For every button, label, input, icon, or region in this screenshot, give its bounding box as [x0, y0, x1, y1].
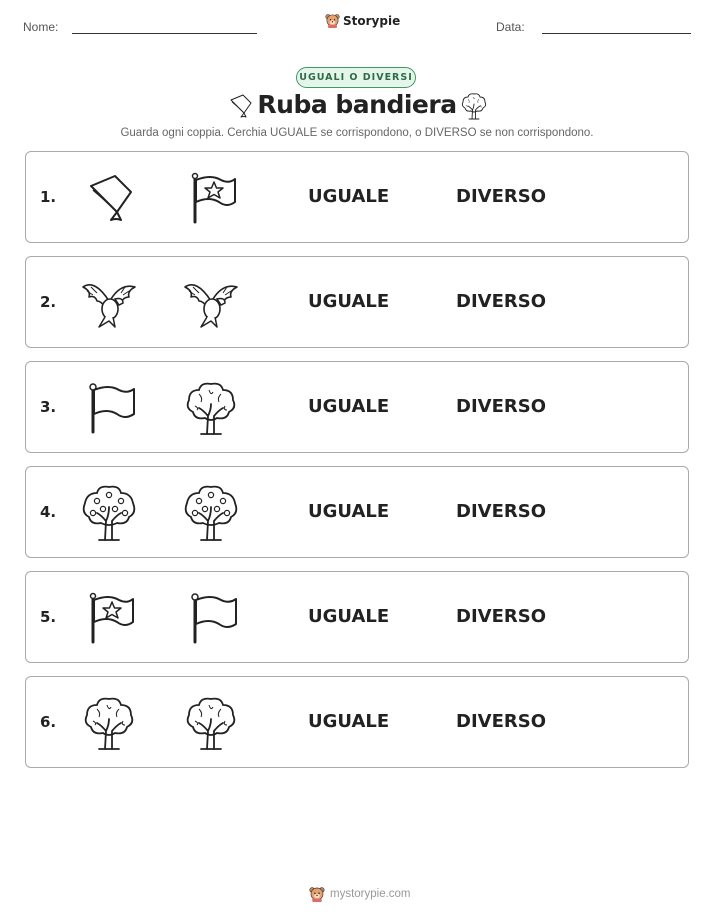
- tree-icon: [460, 92, 488, 120]
- tree-icon: [183, 695, 239, 751]
- question-row-6: [25, 676, 689, 768]
- name-line[interactable]: [72, 33, 257, 34]
- tree-icon: [183, 380, 239, 436]
- footer-url[interactable]: mystorypie.com: [330, 888, 411, 900]
- bear-icon: [309, 886, 325, 902]
- page-title: Ruba bandiera: [257, 90, 457, 119]
- tree-icon: [81, 695, 137, 751]
- name-label: Nome:: [23, 20, 59, 34]
- same-option[interactable]: UGUALE: [308, 186, 390, 207]
- date-label: Data:: [496, 20, 525, 34]
- question-number: 4.: [40, 503, 57, 521]
- date-line[interactable]: [542, 33, 691, 34]
- bandana-icon: [81, 170, 137, 226]
- same-option[interactable]: UGUALE: [308, 396, 390, 417]
- footer: [309, 886, 411, 902]
- different-option[interactable]: DIVERSO: [456, 711, 546, 732]
- same-option[interactable]: UGUALE: [308, 606, 390, 627]
- same-option[interactable]: UGUALE: [308, 501, 390, 522]
- flag-icon: [81, 380, 137, 436]
- eagle-icon: [183, 275, 239, 331]
- different-option[interactable]: DIVERSO: [456, 501, 546, 522]
- same-option[interactable]: UGUALE: [308, 291, 390, 312]
- instructions: Guarda ogni coppia. Cerchia UGUALE se corrispondono, o DIVERSO se non corrispondono.: [120, 127, 594, 139]
- different-option[interactable]: DIVERSO: [456, 291, 546, 312]
- bear-icon: [325, 13, 340, 28]
- question-number: 3.: [40, 398, 57, 416]
- fruit-tree-icon: [183, 485, 239, 541]
- different-option[interactable]: DIVERSO: [456, 606, 546, 627]
- star-flag-icon: [81, 590, 137, 646]
- fruit-tree-icon: [81, 485, 137, 541]
- star-flag-icon: [183, 170, 239, 226]
- activity-badge: UGUALI O DIVERSI: [296, 67, 416, 88]
- flag-icon: [183, 590, 239, 646]
- brand-name: Storypie: [343, 13, 401, 28]
- question-number: 2.: [40, 293, 57, 311]
- different-option[interactable]: DIVERSO: [456, 186, 546, 207]
- question-row-2: [25, 256, 689, 348]
- same-option[interactable]: UGUALE: [308, 711, 390, 732]
- different-option[interactable]: DIVERSO: [456, 396, 546, 417]
- eagle-icon: [81, 275, 137, 331]
- question-row-3: [25, 361, 689, 453]
- question-row-5: [25, 571, 689, 663]
- question-number: 1.: [40, 188, 57, 206]
- question-number: 6.: [40, 713, 57, 731]
- question-row-4: [25, 466, 689, 558]
- question-number: 5.: [40, 608, 57, 626]
- question-row-1: [25, 151, 689, 243]
- brand-logo: [325, 13, 400, 28]
